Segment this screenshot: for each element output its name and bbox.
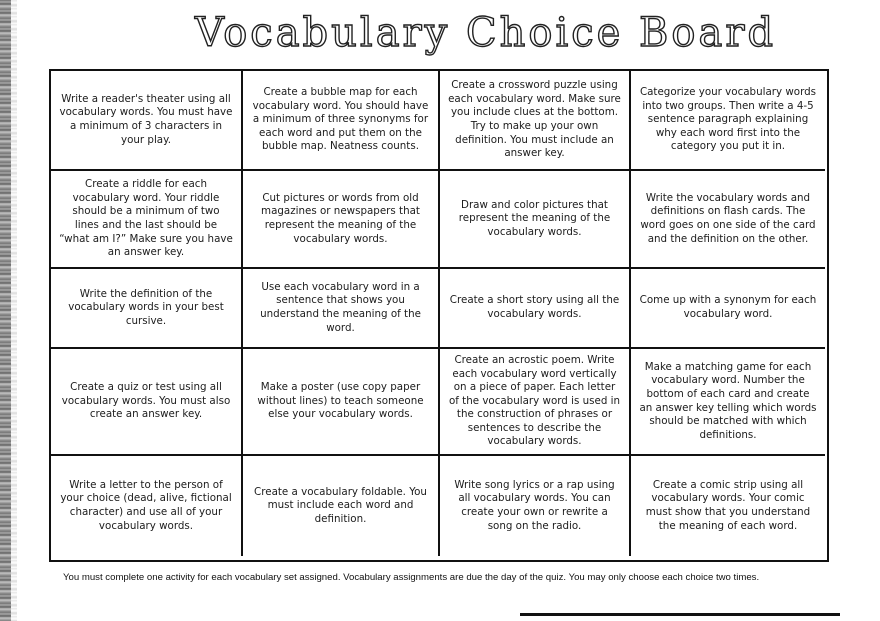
choice-cell-r1c3: Create a crossword puzzle using each vocabulary word. Make sure you include clues at the bottom. Try to make up your own definition. You must include an answer key.	[440, 71, 631, 171]
choice-cell-r2c2: Cut pictures or words from old magazines or newspapers that represent the meaning of the vocabulary words.	[243, 171, 440, 269]
choice-cell-r3c3: Create a short story using all the vocabulary words.	[440, 269, 631, 349]
choice-cell-r5c3: Write song lyrics or a rap using all vocabulary words. You can create your own or rewrite a song on the radio.	[440, 456, 631, 556]
instructions-footnote: You must complete one activity for each vocabulary set assigned. Vocabulary assignments are due the day of the quiz. You may only choose each choice two times.	[63, 572, 760, 583]
page-title: Vocabulary Choice Board	[195, 10, 777, 56]
choice-cell-r3c2: Use each vocabulary word in a sentence that shows you understand the meaning of the word.	[243, 269, 440, 349]
choice-cell-r1c2: Create a bubble map for each vocabulary word. You should have a minimum of three synonyms for each word and put them on the bubble map. Neatness counts.	[243, 71, 440, 171]
choice-cell-r3c4: Come up with a synonym for each vocabulary word.	[631, 269, 825, 349]
choice-cell-r4c2: Make a poster (use copy paper without lines) to teach someone else your vocabulary words.	[243, 349, 440, 456]
choice-cell-r1c4: Categorize your vocabulary words into two groups. Then write a 4-5 sentence paragraph explaining why each word first into the category you put it in.	[631, 71, 825, 171]
choice-cell-r4c3: Create an acrostic poem. Write each vocabulary word vertically on a piece of paper. Each letter of the vocabulary word is used in the construction of phrases or sentences to describe the vocabulary words.	[440, 349, 631, 456]
bottom-divider	[520, 613, 840, 616]
choice-board-grid	[49, 69, 829, 562]
choice-cell-r3c1: Write the definition of the vocabulary words in your best cursive.	[51, 269, 243, 349]
choice-cell-r2c4: Write the vocabulary words and definitions on flash cards. The word goes on one side of the card and the definition on the other.	[631, 171, 825, 269]
choice-cell-r2c1: Create a riddle for each vocabulary word. Your riddle should be a minimum of two lines and the last should be “what am I?” Make sure you have an answer key.	[51, 171, 243, 269]
choice-cell-r5c4: Create a comic strip using all vocabulary words. Your comic must show that you understand the meaning of each word.	[645, 478, 811, 532]
scan-edge-shadow	[11, 0, 17, 621]
scan-edge-border	[0, 0, 11, 621]
choice-cell-r5c2: Create a vocabulary foldable. You must include each word and definition.	[243, 456, 440, 556]
choice-cell-r1c1: Write a reader's theater using all vocabulary words. You must have a minimum of 3 characters in your play.	[51, 71, 243, 171]
choice-cell-r4c1: Create a quiz or test using all vocabulary words. You must also create an answer key.	[51, 349, 243, 456]
choice-cell-r2c3: Draw and color pictures that represent the meaning of the vocabulary words.	[440, 171, 631, 269]
choice-cell-r5c1: Write a letter to the person of your choice (dead, alive, fictional character) and use all of your vocabulary words.	[51, 456, 243, 556]
choice-cell-r4c4: Make a matching game for each vocabulary word. Number the bottom of each card and create an answer key telling which words should be matched with which definitions.	[631, 349, 825, 456]
